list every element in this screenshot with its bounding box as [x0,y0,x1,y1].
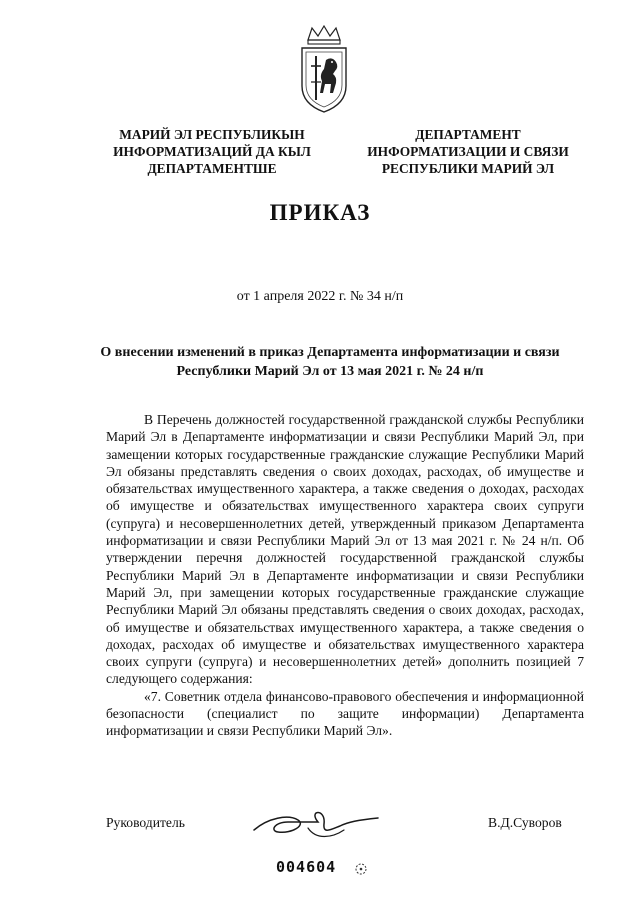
signatory-name: В.Д.Суворов [488,815,562,830]
body-paragraph: «7. Советник отдела финансово-правового обеспечения и информационной безопасности (специалист по защите информации) Департамента информатизации и связи Республики Марий Эл». [106,688,584,739]
signatory-role: Руководитель [106,815,185,830]
document-body [106,411,584,740]
order-subject: О внесении изменений в приказ Департамента информатизации и связи Республики Марий Эл от 13 мая 2021 г. № 24 н/п [100,345,560,379]
header-left-line: ДЕПАРТАМЕНТШЕ [147,161,277,176]
serial-number: 004604 [276,858,337,876]
header-right-ministry-name-russian [356,126,580,177]
header-left-line: ИНФОРМАТИЗАЦИЙ ДА КЫЛ [113,144,311,159]
stamp-mark-icon [354,862,368,876]
handwritten-signature-icon [248,800,386,846]
header-right-line: ДЕПАРТАМЕНТ [415,127,521,142]
header-right-line: ИНФОРМАТИЗАЦИИ И СВЯЗИ [367,144,569,159]
document-title: ПРИКАЗ [269,200,371,225]
coat-of-arms-icon [298,22,350,114]
header-left-ministry-name-mari [112,126,312,177]
header-right-line: РЕСПУБЛИКИ МАРИЙ ЭЛ [381,161,555,176]
order-date-number: от 1 апреля 2022 г. № 34 н/п [236,289,404,304]
header-left-line: МАРИЙ ЭЛ РЕСПУБЛИКЫН [119,127,305,142]
body-paragraph: В Перечень должностей государственной гражданской службы Республики Марий Эл в Департаменте информатизации и связи Республики Марий Эл, при замещении которых государственные гражданские служащие Республики Марий Эл обязаны представлять сведения о своих доходах, расходах, об имуществе и обязательствах имущественного характера, а также сведения о доходах, расходах об имуществе и обязательствах имущественного характера своих супруги (супруга) и несовершеннолетних детей, утвержденный приказом Департамента информатизации и связи Республики Марий Эл от 13 мая 2021 г. № 24 н/п. Об утверждении перечня должностей государственной гражданской службы Республики Марий Эл в Департаменте информатизации и связи Республики Марий Эл, при замещении которых государственные гражданские служащие Республики Марий Эл обязаны представлять сведения о своих доходах, расходах, об имуществе и обязательствах имущественного характера, а также сведения о доходах, расходах об имуществе и обязательствах имущественного характера своих супруги (супруга) и несовершеннолетних детей» дополнить позицией 7 следующего содержания: [106,412,584,687]
